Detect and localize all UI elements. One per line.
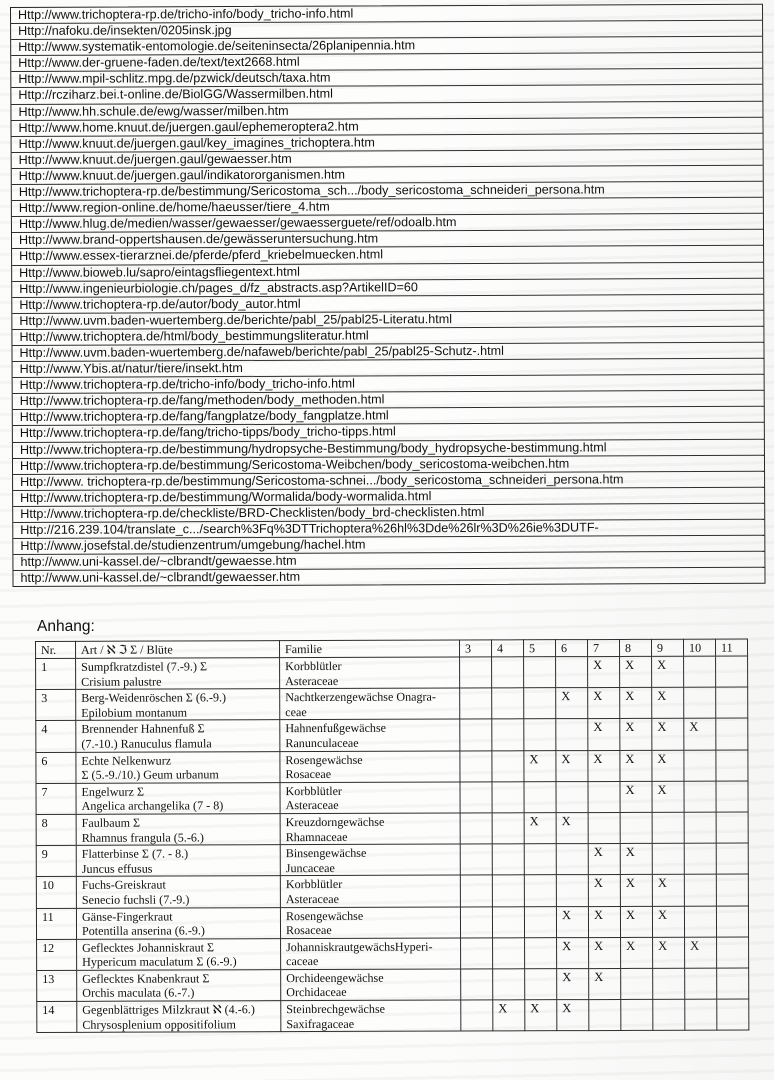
- month-mark-cell: X: [588, 875, 620, 906]
- family-cell: [280, 719, 460, 751]
- species-nr-cell: 11: [36, 908, 76, 939]
- month-mark-cell: [492, 750, 524, 781]
- month-mark-cell: X: [588, 656, 620, 687]
- month-mark-cell: [525, 937, 557, 968]
- species-row: [36, 718, 748, 752]
- url-text: http://www.uni-kassel.de/~clbrandt/gewaesser.htm: [20, 570, 301, 586]
- family-german-line: Rosengewächse: [285, 752, 363, 767]
- species-latin-line: Angelica archangelika (7 - 8): [81, 798, 224, 814]
- col-header-nr: Nr.: [36, 641, 76, 658]
- family-cell: [280, 688, 460, 720]
- month-mark-cell: [716, 906, 748, 937]
- month-mark-cell: X: [652, 906, 684, 937]
- species-name-cell: [76, 689, 280, 721]
- month-mark-cell: [589, 1000, 621, 1031]
- month-mark-cell: X: [588, 688, 620, 719]
- species-row: [36, 781, 748, 815]
- species-name-cell: [76, 814, 280, 846]
- species-name-line: Echte Nelkenwurz: [81, 753, 172, 768]
- species-latin-line: Epilobium montanum: [81, 705, 188, 720]
- url-text: Http://www. trichoptera-rp.de/bestimmung/Sericostoma-schnei.../body_sericostoma_schneideri_persona.htm: [20, 472, 624, 489]
- month-mark-cell: X: [524, 813, 556, 844]
- month-mark-cell: X: [588, 750, 620, 781]
- family-german-line: Hahnenfußgewächse: [285, 721, 387, 736]
- month-mark-cell: [556, 781, 588, 812]
- month-mark-cell: [461, 938, 493, 969]
- month-mark-cell: X: [589, 937, 621, 968]
- url-text: Http://www.trichoptera-rp.de/bestimmung/Sericostoma-Weibchen/body_sericostoma-weibchen.htm: [19, 456, 570, 473]
- month-mark-cell: [716, 656, 748, 687]
- family-german-line: Korbblütler: [285, 658, 342, 674]
- month-mark-cell: [717, 937, 749, 968]
- species-latin-line: Σ (5.-9./10.) Geum urbanum: [81, 767, 219, 782]
- species-row: [36, 656, 748, 690]
- species-name-line: Berg-Weidenröschen Σ (6.-9.): [81, 690, 227, 706]
- month-mark-cell: X: [620, 843, 652, 874]
- species-row: [37, 937, 749, 971]
- species-name-cell: [76, 907, 280, 939]
- month-mark-cell: [493, 969, 525, 1000]
- month-mark-cell: [716, 843, 748, 874]
- species-nr-cell: 12: [37, 939, 77, 970]
- month-mark-cell: [684, 843, 716, 874]
- month-mark-cell: [684, 656, 716, 687]
- month-mark-cell: X: [652, 687, 684, 718]
- species-latin-line: (7.-10.) Ranuculus flamula: [81, 736, 212, 751]
- species-name-cell: [76, 751, 280, 783]
- family-latin-line: Saxifragaceae: [286, 1016, 355, 1031]
- species-name-line: Fuchs-Greiskraut: [81, 877, 166, 893]
- col-header-month: 6: [555, 640, 587, 657]
- month-mark-cell: X: [524, 750, 556, 781]
- month-mark-cell: [556, 719, 588, 750]
- month-mark-cell: [652, 812, 684, 843]
- url-text: Http://www.trichoptera-rp.de/tricho-info/body_tricho-info.html: [18, 6, 354, 22]
- month-mark-cell: [460, 782, 492, 813]
- url-text: Http://www.josefstal.de/studienzentrum/umgebung/hachel.htm: [20, 537, 366, 554]
- month-mark-cell: [621, 999, 653, 1030]
- url-list-table: [10, 4, 766, 588]
- species-latin-line: Hypericum maculatum Σ (6.-9.): [82, 954, 237, 970]
- url-text: Http://www.trichoptera.de/html/body_bestimmungsliteratur.html: [19, 328, 369, 344]
- month-mark-cell: [684, 781, 716, 812]
- family-german-line: Kreuzdorngewächse: [285, 814, 385, 830]
- month-mark-cell: X: [620, 875, 652, 906]
- species-name-cell: [77, 1001, 281, 1033]
- family-latin-line: Orchidaceae: [286, 985, 347, 1000]
- species-latin-line: Chrysosplenium oppositifolium: [82, 1016, 236, 1032]
- month-mark-cell: X: [557, 1000, 589, 1031]
- month-mark-cell: [684, 812, 716, 843]
- url-text: Http://www.mpil-schlitz.mpg.de/pzwick/deutsch/taxa.htm: [18, 70, 331, 87]
- month-mark-cell: [524, 906, 556, 937]
- species-name-line: Geflecktes Johanniskraut Σ: [82, 940, 215, 955]
- family-cell: [280, 813, 460, 845]
- month-mark-cell: [684, 906, 716, 937]
- month-mark-cell: [460, 657, 492, 688]
- species-nr-cell: 13: [37, 970, 77, 1001]
- month-mark-cell: [716, 874, 748, 905]
- month-mark-cell: [492, 719, 524, 750]
- month-mark-cell: [460, 750, 492, 781]
- month-mark-cell: [717, 999, 749, 1030]
- month-mark-cell: [461, 1000, 493, 1031]
- url-text: Http://www.Ybis.at/natur/tiere/insekt.htm: [19, 361, 243, 377]
- url-text: Http://www.der-gruene-faden.de/text/text2668.html: [18, 55, 300, 71]
- month-mark-cell: [716, 781, 748, 812]
- species-name-cell: [76, 782, 280, 814]
- url-text: Http://www.trichoptera-rp.de/checkliste/BRD-Checklisten/body_brd-checklisten.html: [20, 504, 485, 521]
- col-header-month: 5: [523, 640, 555, 657]
- species-name-cell: [77, 938, 281, 970]
- month-mark-cell: [524, 657, 556, 688]
- month-mark-cell: [492, 875, 524, 906]
- month-mark-cell: [588, 781, 620, 812]
- month-mark-cell: [524, 719, 556, 750]
- url-text: Http://www.hh.schule.de/ewg/wasser/milben.htm: [18, 103, 289, 119]
- species-name-cell: [76, 876, 280, 908]
- species-name-line: Gegenblättriges Milzkraut ℵ (4.-6.): [82, 1002, 255, 1017]
- month-mark-cell: [524, 844, 556, 875]
- species-name-line: Gänse-Fingerkraut: [81, 909, 173, 924]
- month-mark-cell: X: [588, 719, 620, 750]
- family-cell: [281, 938, 461, 970]
- month-mark-cell: X: [652, 656, 684, 687]
- month-mark-cell: [524, 781, 556, 812]
- url-text: Http://216.239.104/translate_c.../search%3Fq%3DTTrichoptera%26hl%3Dde%26lr%3D%26ie%3DUTF-: [20, 520, 599, 537]
- species-nr-cell: 8: [36, 814, 76, 845]
- col-header-art: Art / ℵ ℑ Σ / Blüte: [76, 641, 280, 659]
- month-mark-cell: [524, 875, 556, 906]
- month-mark-cell: X: [525, 1000, 557, 1031]
- month-mark-cell: X: [620, 750, 652, 781]
- col-header-familie: Familie: [280, 640, 460, 658]
- url-text: Http://www.trichoptera-rp.de/autor/body_autor.html: [19, 296, 301, 312]
- family-latin-line: Rosaceae: [285, 923, 332, 938]
- month-mark-cell: [460, 719, 492, 750]
- family-cell: [281, 969, 461, 1001]
- family-latin-line: Asteraceae: [285, 798, 339, 813]
- species-nr-cell: 7: [36, 783, 76, 814]
- month-mark-cell: [556, 657, 588, 688]
- month-mark-cell: [493, 937, 525, 968]
- species-name-line: Brennender Hahnenfuß Σ: [81, 721, 205, 737]
- month-mark-cell: X: [588, 906, 620, 937]
- url-text: Http://www.home.knuut.de/juergen.gaul/ephemeroptera2.htm: [18, 119, 359, 135]
- month-mark-cell: [684, 750, 716, 781]
- anhang-heading: Anhang:: [37, 618, 95, 635]
- month-mark-cell: X: [620, 656, 652, 687]
- family-german-line: Rosengewächse: [285, 908, 364, 923]
- url-text: Http://www.systematik-entomologie.de/seiteninsecta/26planipennia.htm: [18, 38, 416, 55]
- url-text: Http://www.trichoptera-rp.de/fang/fangplatze/body_fangplatze.html: [19, 408, 389, 425]
- month-mark-cell: [620, 812, 652, 843]
- url-text: Http://www.trichoptera-rp.de/bestimmung/Wormalida/body-wormalida.html: [20, 488, 432, 505]
- family-cell: [281, 1000, 461, 1032]
- month-mark-cell: [653, 999, 685, 1030]
- species-nr-cell: 4: [36, 721, 76, 752]
- month-mark-cell: [492, 657, 524, 688]
- url-row: [13, 568, 764, 586]
- species-nr-cell: 1: [36, 658, 76, 689]
- month-mark-cell: X: [684, 718, 716, 749]
- month-mark-cell: [716, 812, 748, 843]
- family-cell: [280, 751, 460, 783]
- family-latin-line: caceae: [286, 954, 319, 969]
- month-mark-cell: [716, 687, 748, 718]
- url-text: Http://www.trichoptera-rp.de/fang/methoden/body_methoden.html: [19, 392, 385, 409]
- month-mark-cell: [556, 844, 588, 875]
- col-header-month: 3: [459, 640, 491, 657]
- month-mark-cell: [716, 718, 748, 749]
- family-german-line: Korbblütler: [285, 783, 342, 798]
- family-cell: [280, 844, 460, 876]
- month-mark-cell: [685, 999, 717, 1030]
- species-name-line: Flatterbinse Σ (7. - 8.): [81, 846, 189, 861]
- species-row: [36, 906, 748, 940]
- month-mark-cell: X: [652, 875, 684, 906]
- url-text: Http://www.knuut.de/juergen.gaul/gewaesser.htm: [18, 151, 292, 167]
- family-latin-line: Rhamnaceae: [285, 829, 348, 844]
- month-mark-cell: X: [652, 781, 684, 812]
- species-row: [36, 750, 748, 784]
- month-mark-cell: X: [556, 906, 588, 937]
- species-nr-cell: 6: [36, 752, 76, 783]
- family-german-line: Steinbrechgewächse: [286, 1001, 386, 1017]
- month-mark-cell: [653, 968, 685, 999]
- family-latin-line: Rosaceae: [285, 767, 332, 782]
- species-name-cell: [77, 970, 281, 1002]
- month-mark-cell: X: [556, 688, 588, 719]
- month-mark-cell: [460, 844, 492, 875]
- month-mark-cell: [717, 968, 749, 999]
- month-mark-cell: X: [556, 750, 588, 781]
- url-text: Http://www.region-online.de/home/haeusser/tiere_4.htm: [18, 199, 330, 216]
- month-mark-cell: [525, 969, 557, 1000]
- month-mark-cell: [460, 906, 492, 937]
- col-header-month: 4: [491, 640, 523, 657]
- month-mark-cell: [460, 688, 492, 719]
- species-latin-line: Crisium palustre: [81, 674, 162, 689]
- month-mark-cell: [524, 688, 556, 719]
- url-text: Http://www.uvm.baden-wuertemberg.de/nafaweb/berichte/pabl_25/pabl25-Schutz-.html: [19, 343, 504, 360]
- url-text: http://www.uni-kassel.de/~clbrandt/gewaesse.htm: [20, 553, 297, 570]
- month-mark-cell: X: [620, 719, 652, 750]
- family-german-line: Korbblütler: [285, 877, 343, 892]
- url-text: Http://www.essex-tierarznei.de/pferde/pferd_kriebelmuecken.html: [19, 247, 384, 264]
- species-latin-line: Senecio fuchsli (7.-9.): [81, 892, 190, 907]
- month-mark-cell: X: [652, 719, 684, 750]
- species-row: [36, 812, 748, 846]
- url-text: Http://www.trichoptera-rp.de/bestimmung/hydropsyche-Bestimmung/body_hydropsyche-bestimmung.html: [19, 439, 607, 457]
- month-mark-cell: X: [588, 844, 620, 875]
- species-name-line: Faulbaum Σ: [81, 815, 141, 830]
- col-header-month: 11: [715, 639, 747, 656]
- month-mark-cell: [652, 843, 684, 874]
- species-table: [35, 639, 749, 1034]
- month-mark-cell: X: [557, 968, 589, 999]
- family-cell: [280, 782, 460, 814]
- url-text: Http://rcziharz.bei.t-online.de/BiolGG/Wassermilben.html: [18, 87, 333, 103]
- url-text: Http://www.hlug.de/medien/wasser/gewaesser/gewaesserguete/ref/odoalb.htm: [18, 215, 457, 232]
- url-text: Http://www.knuut.de/juergen.gaul/key_imagines_trichoptera.htm: [18, 135, 375, 151]
- url-text: Http://www.ingenieurbiologie.ch/pages_d/fz_abstracts.asp?ArtikelID=60: [19, 279, 418, 296]
- month-mark-cell: X: [493, 1000, 525, 1031]
- month-mark-cell: X: [557, 937, 589, 968]
- family-cell: [280, 907, 460, 939]
- family-german-line: JohanniskrautgewächsHyperi-: [286, 939, 433, 954]
- month-mark-cell: [684, 874, 716, 905]
- month-mark-cell: X: [685, 937, 717, 968]
- species-nr-cell: 14: [37, 1001, 77, 1032]
- month-mark-cell: [492, 813, 524, 844]
- month-mark-cell: [556, 875, 588, 906]
- species-name-cell: [76, 845, 280, 877]
- month-mark-cell: [685, 968, 717, 999]
- month-mark-cell: [492, 688, 524, 719]
- url-text: Http://www.brand-oppertshausen.de/gewässeruntersuchung.htm: [18, 231, 379, 248]
- month-mark-cell: X: [620, 688, 652, 719]
- family-german-line: Binsengewächse: [285, 845, 367, 861]
- species-name-line: Sumpfkratzdistel (7.-9.) Σ: [81, 659, 208, 674]
- species-row: [37, 968, 749, 1002]
- family-latin-line: Asteraceae: [285, 891, 339, 907]
- month-mark-cell: X: [620, 781, 652, 812]
- family-latin-line: Asteraceae: [285, 673, 339, 688]
- col-header-month: 9: [651, 639, 683, 656]
- month-mark-cell: [492, 844, 524, 875]
- month-mark-cell: [460, 813, 492, 844]
- month-mark-cell: [684, 687, 716, 718]
- species-nr-cell: 10: [36, 877, 76, 908]
- month-mark-cell: X: [589, 968, 621, 999]
- species-latin-line: Orchis maculata (6.-7.): [82, 985, 195, 1001]
- family-latin-line: Juncaceae: [285, 860, 335, 875]
- species-latin-line: Rhamnus frangula (5.-6.): [81, 829, 204, 845]
- url-text: Http://nafoku.de/insekten/0205insk.jpg: [18, 23, 232, 39]
- family-cell: [280, 657, 460, 689]
- month-mark-cell: [461, 969, 493, 1000]
- month-mark-cell: [588, 812, 620, 843]
- species-latin-line: Juncus effusus: [81, 861, 153, 876]
- col-header-month: 10: [683, 639, 715, 656]
- species-latin-line: Potentilla anserina (6.-9.): [81, 923, 205, 938]
- url-text: Http://www.uvm.baden-wuertemberg.de/berichte/pabl_25/pabl25-Literatu.html: [19, 311, 453, 328]
- family-german-line: Orchideengewächse: [286, 970, 384, 986]
- species-name-cell: [76, 720, 280, 752]
- species-nr-cell: 3: [36, 690, 76, 721]
- species-nr-cell: 9: [36, 845, 76, 876]
- url-text: Http://www.knuut.de/juergen.gaul/indikatororganismen.htm: [18, 167, 345, 183]
- species-row: [36, 843, 748, 877]
- species-name-cell: [76, 658, 280, 690]
- col-header-month: 7: [587, 639, 619, 656]
- month-mark-cell: [460, 875, 492, 906]
- month-mark-cell: X: [621, 937, 653, 968]
- family-latin-line: Ranunculaceae: [285, 735, 359, 751]
- month-mark-cell: [492, 782, 524, 813]
- col-header-month: 8: [619, 639, 651, 656]
- url-text: Http://www.trichoptera-rp.de/fang/tricho-tipps/body_tricho-tipps.html: [19, 424, 396, 441]
- species-row: [36, 874, 748, 908]
- month-mark-cell: [621, 968, 653, 999]
- month-mark-cell: X: [556, 813, 588, 844]
- month-mark-cell: X: [620, 906, 652, 937]
- family-latin-line: ceae: [285, 704, 307, 719]
- month-mark-cell: [716, 750, 748, 781]
- species-row: [37, 999, 749, 1033]
- month-mark-cell: [492, 906, 524, 937]
- species-name-line: Engelwurz Σ: [81, 784, 145, 799]
- species-row: [36, 687, 748, 721]
- family-cell: [280, 875, 460, 907]
- url-text: Http://www.trichoptera-rp.de/tricho-info/body_tricho-info.html: [19, 376, 355, 393]
- month-mark-cell: X: [652, 750, 684, 781]
- url-text: Http://www.bioweb.lu/sapro/eintagsfliegentext.html: [19, 264, 300, 280]
- url-text: Http://www.trichoptera-rp.de/bestimmung/Sericostoma_sch.../body_sericostoma_schneideri_persona.htm: [18, 182, 605, 199]
- month-mark-cell: X: [653, 937, 685, 968]
- species-name-line: Geflecktes Knabenkraut Σ: [82, 971, 210, 986]
- family-german-line: Nachtkerzengewächse Onagra-: [285, 689, 436, 705]
